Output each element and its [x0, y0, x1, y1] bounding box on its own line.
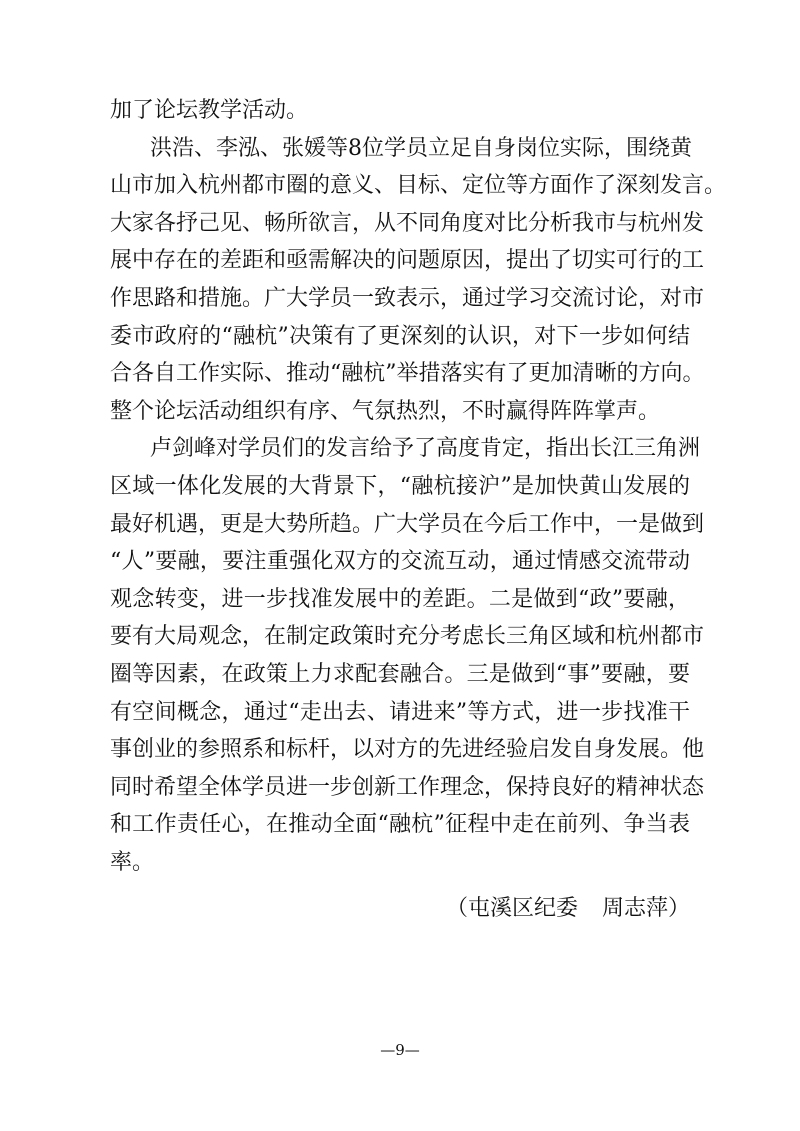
signature-org: 屯溪区纪委: [467, 895, 578, 921]
page-number: —9—: [380, 1041, 420, 1059]
paragraph-line: 作思路和措施。广大学员一致表示，通过学习交流讨论，对市: [110, 286, 705, 311]
paragraph-line: 洪浩、李泓、张媛等8位学员立足自身岗位实际，围绕黄: [150, 135, 692, 161]
paragraph-line: “人”要融，要注重强化双方的交流互动，通过情感交流带动: [110, 549, 690, 575]
paragraph-line: 有空间概念，通过“走出去、请进来”等方式，进一步找准干: [110, 699, 690, 725]
paragraph-line: 展中存在的差距和亟需解决的问题原因，提出了切实可行的工: [110, 248, 705, 274]
paragraph-line: 整个论坛活动组织有序、气氛热烈，不时赢得阵阵掌声。: [110, 398, 661, 424]
paragraph-line: 加了论坛教学活动。: [110, 98, 309, 123]
signature-author: 周志萍: [601, 895, 668, 921]
paragraph-line: 区域一体化发展的大背景下，“融杭接沪”是加快黄山发展的: [110, 474, 690, 499]
paragraph-line: 合各自工作实际、推动“融杭”举措落实有了更加清晰的方向。: [110, 361, 705, 387]
paragraph-line: 观念转变，进一步找准发展中的差距。二是做到“政”要融，: [110, 586, 690, 612]
paragraph-line: 委市政府的“融杭”决策有了更深刻的认识，对下一步如何结: [110, 323, 690, 349]
paragraph-line: 大家各抒己见、畅所欲言，从不同角度对比分析我市与杭州发: [110, 210, 705, 236]
paragraph-line: 事创业的参照系和标杆，以对方的先进经验启发自身发展。他: [110, 737, 705, 763]
signature: [446, 890, 690, 927]
paragraph-line: 和工作责任心，在推动全面“融杭”征程中走在前列、争当表: [110, 812, 690, 838]
paragraph-line: 最好机遇，更是大势所趋。广大学员在今后工作中，一是做到: [110, 511, 705, 537]
paragraph-line: 圈等因素，在政策上力求配套融合。三是做到“事”要融，要: [110, 662, 690, 687]
paragraph-line: 卢剑峰对学员们的发言给予了高度肯定，指出长江三角洲: [150, 436, 701, 462]
paragraph-line: 率。: [110, 850, 155, 875]
paragraph-line: 同时希望全体学员进一步创新工作理念，保持良好的精神状态: [110, 774, 705, 800]
signature-open-paren: （: [445, 895, 468, 921]
signature-close-paren: ）: [667, 895, 690, 921]
paragraph-line: 要有大局观念，在制定政策时充分考虑长三角区域和杭州都市: [110, 624, 705, 650]
paragraph-line: 山市加入杭州都市圈的意义、目标、定位等方面作了深刻发言。: [110, 173, 727, 199]
